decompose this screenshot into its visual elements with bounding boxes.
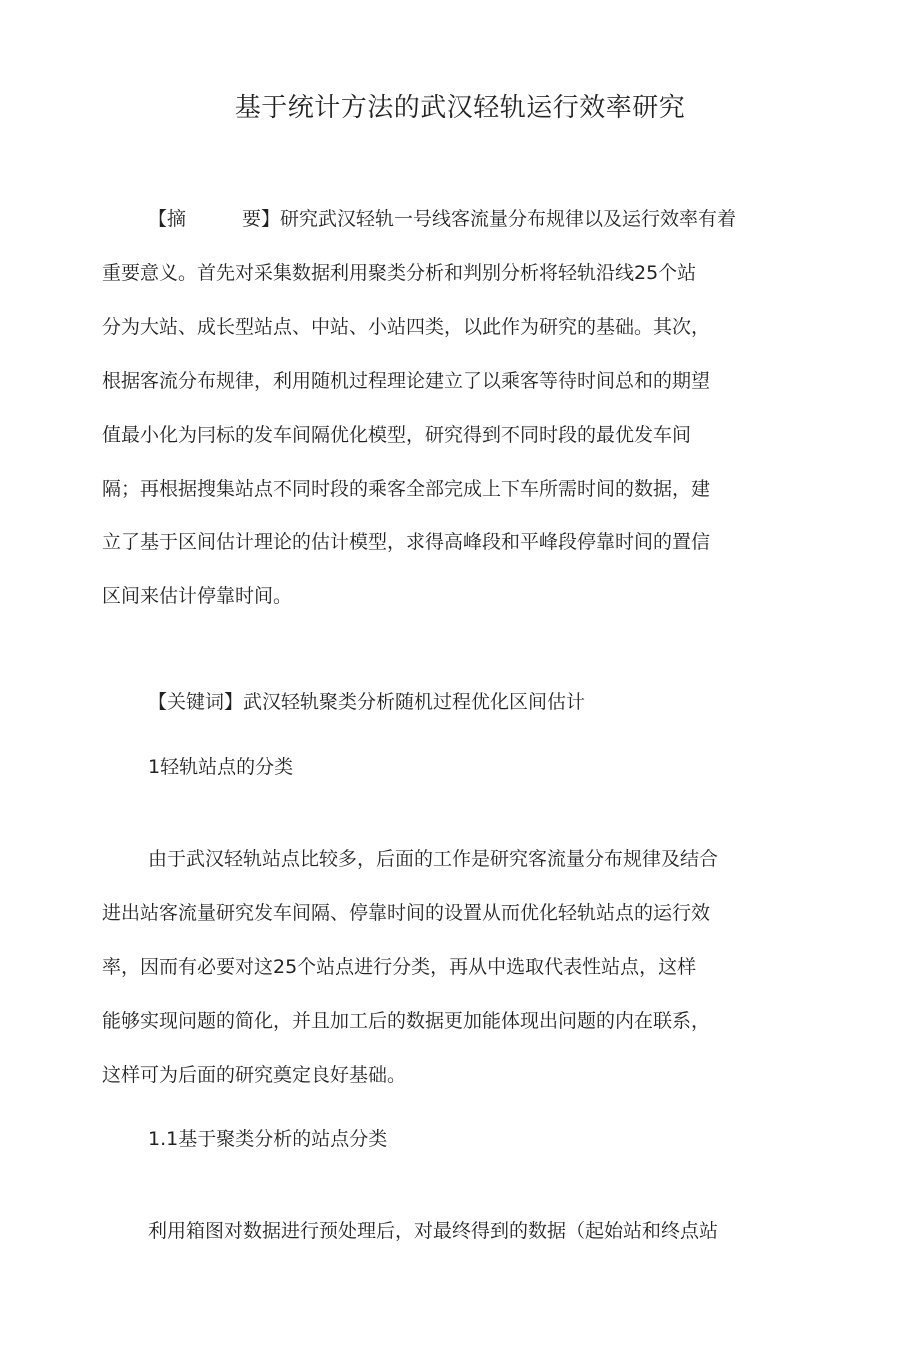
- keywords-line: 【关键词】武汉轻轨聚类分析随机过程优化区间估计: [148, 691, 586, 713]
- subsection-heading: 1.1基于聚类分析的站点分类: [148, 1128, 388, 1150]
- abstract-text-line: 重要意义。首先对采集数据利用聚类分析和判别分析将轻轨沿线25个站: [102, 262, 697, 284]
- abstract-text-line: 区间来估计停靠时间。: [102, 585, 293, 607]
- abstract-text-line: 隔；再根据搜集站点不同时段的乘客全部完成上下车所需时间的数据，建: [102, 478, 711, 500]
- body-text-line: 率，因而有必要对这25个站点进行分类，再从中选取代表性站点，这样: [102, 956, 697, 978]
- section-heading: 1轻轨站点的分类: [148, 756, 294, 778]
- abstract-text-line: 分为大站、成长型站点、中站、小站四类，以此作为研究的基础。其次，: [102, 316, 711, 338]
- abstract-text-line: 根据客流分布规律，利用随机过程理论建立了以乘客等待时间总和的期望: [102, 370, 711, 392]
- abstract-first-line: [148, 204, 736, 234]
- body-text-line: 能够实现问题的简化，并且加工后的数据更加能体现出问题的内在联系，: [102, 1010, 711, 1032]
- abstract-text-line: 值最小化为冃标的发车间隔优化模型，研究得到不同时段的最优发车间: [102, 424, 692, 446]
- abstract-text-line: 立了基于区间估计理论的估计模型，求得高峰段和平峰段停靠时间的置信: [102, 531, 711, 553]
- body-text-line: 由于武汉轻轨站点比较多，后面的工作是研究客流量分布规律及结合: [148, 848, 719, 870]
- abstract-text-line: 研究武汉轻轨一号线客流量分布规律以及运行效率有着: [280, 208, 737, 230]
- body-text-line: 利用箱图对数据进行预处理后，对最终得到的数据（起始站和终点站: [148, 1220, 719, 1242]
- body-text-line: 进出站客流量研究发车间隔、停靠时间的设置从而优化轻轨站点的运行效: [102, 902, 711, 924]
- body-text-line: 这样可为后面的研究奠定良好基础。: [102, 1064, 407, 1086]
- abstract-label: [148, 208, 280, 230]
- abstract-label-open: 【摘: [148, 208, 187, 230]
- paper-title: 基于统计方法的武汉轻轨运行效率研究: [234, 93, 686, 123]
- abstract-label-close: 要】: [242, 208, 281, 230]
